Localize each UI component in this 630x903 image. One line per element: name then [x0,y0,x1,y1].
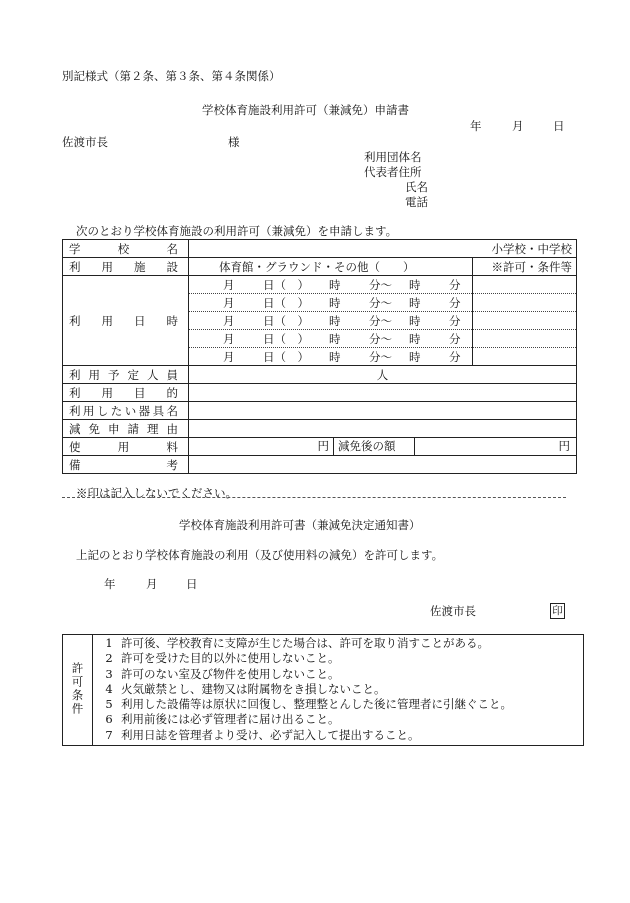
fee-unit: 円 [317,439,329,453]
dt-hour2: 時 [409,349,421,364]
dt-month: 月 [223,313,235,328]
conditions-table [62,634,584,746]
permit-date-year: 年 [104,577,116,591]
name-label: 氏名 [405,180,428,194]
dt-min2: 分 [449,313,461,328]
condition-item [97,712,581,727]
permit-note: ※許可・条件等 [473,258,577,276]
permit-cell [473,348,577,366]
dt-day: 日（ ） [263,331,309,346]
dt-hour2: 時 [409,295,421,310]
school-row [63,240,577,258]
condition-text: 利用した設備等は原状に回復し、整理整とんした後に管理者に引継ぐこと。 [121,697,512,712]
purpose-field[interactable] [189,384,577,402]
permit-text: 上記のとおり学校体育施設の利用（及び使用料の減免）を許可します。 [76,548,444,562]
dt-month: 月 [223,277,235,292]
condition-item [97,651,581,666]
facility-label: 利 用 施 設 [63,258,189,276]
after-reduction-label: 減免後の額 [334,438,415,455]
dt-hour2: 時 [409,277,421,292]
dt-day: 日（ ） [263,295,309,310]
condition-item [97,636,581,651]
dt-hour1: 時 [329,295,341,310]
condition-text: 許可後、学校教育に支障が生じた場合は、許可を取り消すことがある。 [121,636,489,650]
dt-hour1: 時 [329,313,341,328]
dt-hour1: 時 [329,349,341,364]
condition-number: 7 [105,727,113,742]
condition-text: 火気厳禁とし、建物又は附属物をき損しないこと。 [121,681,386,696]
dt-month: 月 [223,349,235,364]
dt-min1: 分～ [369,331,392,346]
seal-stamp: 印 [550,603,565,619]
issuer: 佐渡市長 [430,604,476,618]
date-day: 日 [553,119,565,133]
datetime-row[interactable] [189,312,473,330]
people-label: 利用予定人員 [63,366,189,384]
school-suffix: 小学校・中学校 [491,241,572,256]
fee-row [63,438,577,456]
datetime-row[interactable] [189,348,473,366]
condition-number: 5 [105,697,113,712]
condition-item [97,682,581,697]
org-name-label: 利用団体名 [364,150,422,164]
purpose-label: 利 用 目 的 [63,384,189,402]
dt-min1: 分～ [369,277,392,292]
permit-cell [473,294,577,312]
after-reduction-field[interactable] [415,438,576,455]
date-month: 月 [512,119,524,133]
date-year: 年 [470,119,482,133]
fee-label: 使 用 料 [63,438,189,456]
after-reduction-unit: 円 [558,439,570,453]
people-unit: 人 [376,367,389,382]
condition-text: 利用日誌を管理者より受け、必ず記入して提出すること。 [121,727,420,742]
equipment-row [63,402,577,420]
school-label: 学 校 名 [63,240,189,258]
condition-item [97,728,581,743]
condition-number: 4 [105,681,113,696]
condition-number: 6 [105,712,113,727]
purpose-row [63,384,577,402]
condition-text: 利用前後には必ず管理者に届け出ること。 [121,712,340,727]
conditions-label-cell [63,635,93,746]
phone-label: 電話 [405,195,428,209]
dt-day: 日（ ） [263,349,309,364]
permit-cell [473,312,577,330]
remarks-field[interactable] [189,456,577,474]
condition-text: 許可のない室及び物件を使用しないこと。 [121,666,340,681]
dt-min2: 分 [449,295,461,310]
dt-min1: 分～ [369,295,392,310]
intro-text: 次のとおり学校体育施設の利用許可（兼減免）を申請します。 [76,224,398,238]
rep-address-label: 代表者住所 [364,165,422,179]
note-text: ※印は記入しないでください。 [76,486,237,500]
permit-cell [473,330,577,348]
dt-min2: 分 [449,277,461,292]
school-field[interactable] [189,240,577,258]
reduction-reason-label: 減免申請理由 [63,420,189,438]
dt-month: 月 [223,295,235,310]
fee-cell [189,438,577,456]
application-title: 学校体育施設利用許可（兼減免）申請書 [202,103,409,117]
people-field[interactable] [189,366,577,384]
permit-cell [473,276,577,294]
datetime-label: 利 用 日 時 [63,276,189,366]
dt-min1: 分～ [369,349,392,364]
facility-options[interactable]: 体育館・グラウンド・その他（ ） [189,258,473,276]
datetime-row[interactable] [189,330,473,348]
permit-date-month: 月 [146,577,158,591]
dt-month: 月 [223,331,235,346]
datetime-row[interactable] [189,294,473,312]
equipment-field[interactable] [189,402,577,420]
conditions-label: 許可条件 [70,661,85,716]
dt-day: 日（ ） [263,277,309,292]
condition-number: 3 [105,666,113,681]
permit-title: 学校体育施設利用許可書（兼減免決定通知書） [179,518,421,532]
dt-min2: 分 [449,349,461,364]
dt-hour1: 時 [329,331,341,346]
addressee-honorific: 様 [228,135,240,149]
equipment-label: 利用したい器具名 [63,402,189,420]
conditions-list [93,635,584,746]
dt-day: 日（ ） [263,313,309,328]
datetime-row[interactable] [189,276,473,294]
dt-hour2: 時 [409,331,421,346]
form-reference: 別記様式（第２条、第３条、第４条関係） [62,69,281,83]
remarks-row [63,456,577,474]
condition-item [97,667,581,682]
condition-number: 1 [105,636,113,650]
dt-min1: 分～ [369,313,392,328]
dt-min2: 分 [449,331,461,346]
condition-text: 許可を受けた目的以外に使用しないこと。 [121,651,340,666]
permit-date-day: 日 [186,577,198,591]
remarks-label: 備 考 [63,456,189,474]
reduction-reason-row [63,420,577,438]
fee-field[interactable] [189,438,334,455]
cut-line [62,497,566,498]
people-row [63,366,577,384]
application-table [62,239,577,474]
reduction-reason-field[interactable] [189,420,577,438]
dt-hour2: 時 [409,313,421,328]
condition-number: 2 [105,651,113,666]
addressee: 佐渡市長 [62,135,108,149]
dt-hour1: 時 [329,277,341,292]
facility-row [63,258,577,276]
condition-item [97,697,581,712]
